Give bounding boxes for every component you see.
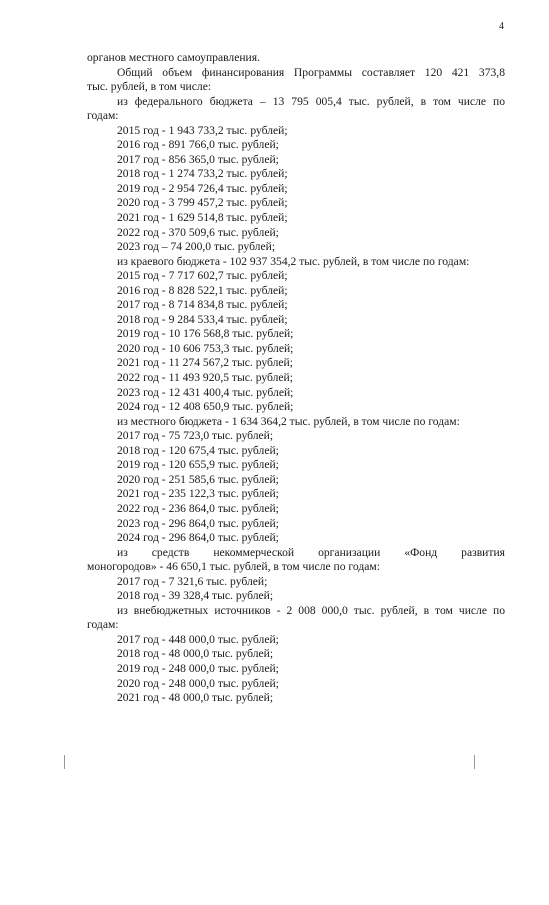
text-line: тыс. рублей, в том числе: (87, 80, 212, 94)
text-line: моногородов» - 46 650,1 тыс. рублей, в том числе по годам: (87, 560, 380, 574)
text-line: 2020 год - 3 799 457,2 тыс. рублей; (117, 196, 288, 210)
text-line: 2020 год - 10 606 753,3 тыс. рублей; (117, 341, 294, 355)
text-line: 2021 год - 48 000,0 тыс. рублей; (117, 691, 274, 705)
text-line: 2017 год - 8 714 834,8 тыс. рублей; (117, 298, 288, 312)
text-line: 2019 год - 248 000,0 тыс. рублей; (117, 661, 279, 675)
text-line: годам: (87, 618, 119, 632)
text-line: 2017 год - 75 723,0 тыс. рублей; (117, 429, 274, 443)
scan-margin-mark-left (64, 755, 65, 769)
text-line: 2015 год - 1 943 733,2 тыс. рублей; (117, 123, 288, 137)
text-line: 2018 год - 39 328,4 тыс. рублей; (117, 589, 274, 603)
text-line: 2018 год - 120 675,4 тыс. рублей; (117, 443, 279, 457)
text-line: из внебюджетных источников - 2 008 000,0 тыс. рублей, в том числе по (117, 603, 505, 617)
text-line: 2018 год - 1 274 733,2 тыс. рублей; (117, 167, 288, 181)
text-line: 2016 год - 891 766,0 тыс. рублей; (117, 138, 279, 152)
text-line: 2021 год - 1 629 514,8 тыс. рублей; (117, 211, 288, 225)
text-line: 2023 год - 12 431 400,4 тыс. рублей; (117, 385, 294, 399)
text-line: 2019 год - 10 176 568,8 тыс. рублей; (117, 327, 294, 341)
text-line: 2018 год - 48 000,0 тыс. рублей; (117, 647, 274, 661)
text-line: 2024 год - 12 408 650,9 тыс. рублей; (117, 400, 294, 414)
scan-margin-mark-right (474, 755, 475, 769)
text-line: 2017 год - 448 000,0 тыс. рублей; (117, 632, 279, 646)
text-line: 2019 год - 2 954 726,4 тыс. рублей; (117, 181, 288, 195)
text-line: 2022 год - 236 864,0 тыс. рублей; (117, 501, 279, 515)
text-line: 2018 год - 9 284 533,4 тыс. рублей; (117, 312, 288, 326)
text-line: 2022 год - 11 493 920,5 тыс. рублей; (117, 371, 293, 385)
text-line: 2023 год – 74 200,0 тыс. рублей; (117, 240, 276, 254)
text-line: 2019 год - 120 655,9 тыс. рублей; (117, 458, 279, 472)
text-line: из федерального бюджета – 13 795 005,4 тыс. рублей, в том числе по (117, 94, 505, 108)
document-body (87, 51, 505, 706)
text-line: Общий объем финансирования Программы составляет 120 421 373,8 (117, 65, 505, 79)
text-line: 2020 год - 251 585,6 тыс. рублей; (117, 472, 279, 486)
page-number: 4 (499, 21, 504, 32)
text-line: 2016 год - 8 828 522,1 тыс. рублей; (117, 283, 288, 297)
text-line: органов местного самоуправления. (87, 51, 260, 64)
text-line: 2021 год - 235 122,3 тыс. рублей; (117, 487, 279, 501)
text-line: 2017 год - 7 321,6 тыс. рублей; (117, 574, 268, 588)
text-line: 2022 год - 370 509,6 тыс. рублей; (117, 225, 279, 239)
text-line: 2024 год - 296 864,0 тыс. рублей; (117, 531, 279, 545)
text-line: 2017 год - 856 365,0 тыс. рублей; (117, 152, 279, 166)
text-line: 2023 год - 296 864,0 тыс. рублей; (117, 516, 279, 530)
text-line: из местного бюджета - 1 634 364,2 тыс. рублей, в том числе по годам: (117, 414, 460, 428)
text-line: из краевого бюджета - 102 937 354,2 тыс. рублей, в том числе по годам: (117, 254, 470, 268)
text-line: годам: (87, 109, 119, 123)
text-line: 2020 год - 248 000,0 тыс. рублей; (117, 676, 279, 690)
text-line: из средств некоммерческой организации «Фонд развития (117, 545, 505, 559)
text-line: 2015 год - 7 717 602,7 тыс. рублей; (117, 269, 288, 283)
text-line: 2021 год - 11 274 567,2 тыс. рублей; (117, 356, 293, 370)
